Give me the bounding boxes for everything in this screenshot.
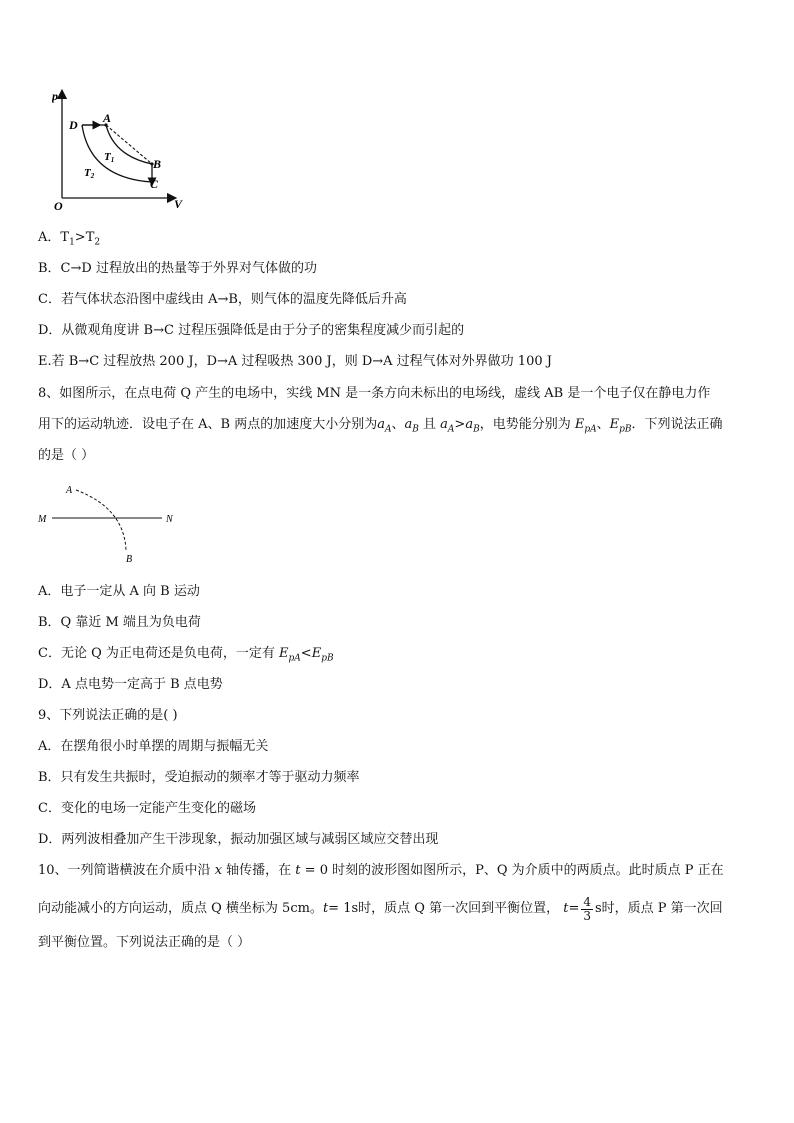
q9-option-d: D．两列波相叠加产生干涉现象，振动加强区域与减弱区域应交替出现 — [38, 832, 439, 847]
trajectory-ab — [76, 490, 126, 550]
q9-option-c: C．变化的电场一定能产生变化的磁场 — [38, 801, 256, 816]
q10-stem-line3: 到平衡位置。下列说法正确的是（ ） — [38, 935, 251, 950]
point-b: B — [153, 157, 162, 171]
q8-option-c: C．无论 Q 为正电荷还是负电荷，一定有 $E_{pA}<E_{pB}$ — [38, 646, 334, 664]
q7-option-e: E.若 B→C 过程放热 200 J，D→A 过程吸热 300 J，则 D→A 过程气体对外界做功 100 J — [38, 354, 552, 369]
label-a: A — [66, 485, 73, 496]
q8-stem-line1: 8、如图所示，在点电荷 Q 产生的电场中，实线 MN 是一条方向未标出的电场线，虚线 AB 是一个电子仅在静电力作 — [38, 386, 711, 401]
q10-stem-line1: 10、一列简谐横波在介质中沿 x 轴传播，在 t = 0 时刻的波形图如图所示，P、Q 为介质中的两质点。此时质点 P 正在 — [38, 863, 724, 878]
q7-option-b: B．C→D 过程放出的热量等于外界对气体做的功 — [38, 261, 317, 276]
label-t1: T1 — [104, 151, 115, 164]
label-t2: T2 — [84, 167, 95, 180]
label-n: N — [166, 514, 173, 525]
pv-diagram — [52, 88, 202, 214]
q8-option-d: D．A 点电势一定高于 B 点电势 — [38, 677, 223, 692]
q9-option-b: B．只有发生共振时，受迫振动的频率才等于驱动力频率 — [38, 770, 360, 785]
field-line-diagram — [34, 482, 184, 568]
point-c: C — [150, 177, 159, 191]
q8-stem-line3: 的是（ ） — [38, 448, 95, 463]
q8-option-b: B．Q 靠近 M 端且为负电荷 — [38, 615, 201, 630]
point-a: A — [103, 111, 112, 125]
q10-stem-line2: 向动能减小的方向运动，质点 Q 横坐标为 5cm。 t = 1s 时，质点 Q 第一次回到平衡位置， t = $\frac{4}{3}$ s 时，质点 P 第一次回 — [38, 894, 723, 923]
label-m: M — [38, 514, 47, 525]
label-b: B — [126, 554, 133, 565]
q9-stem: 9、下列说法正确的是( ) — [38, 708, 178, 723]
point-d: D — [69, 118, 78, 132]
axis-label-p: p — [52, 89, 58, 103]
fraction-4-3: $\frac{4}{3}$ — [583, 894, 591, 923]
q7-option-c: C．若气体状态沿图中虚线由 A→B，则气体的温度先降低后升高 — [38, 292, 407, 307]
q8-option-a: A．电子一定从 A 向 B 运动 — [38, 584, 200, 599]
origin-label: O — [54, 199, 63, 213]
q8-stem-line2: 用下的运动轨迹．设电子在 A、B 两点的加速度大小分别为$a_A$、$a_B$ 且 $a_A>a_B$，电势能分别为 $E_{pA}$、$E_{pB}$．下列说法正确 — [38, 417, 723, 435]
q9-option-a: A．在摆角很小时单摆的周期与振幅无关 — [38, 739, 269, 754]
q7-option-d: D．从微观角度讲 B→C 过程压强降低是由于分子的密集程度减少而引起的 — [38, 323, 465, 338]
q7-option-a: A．$T_1>T_2$ — [38, 230, 101, 248]
axis-label-v: V — [174, 197, 183, 211]
